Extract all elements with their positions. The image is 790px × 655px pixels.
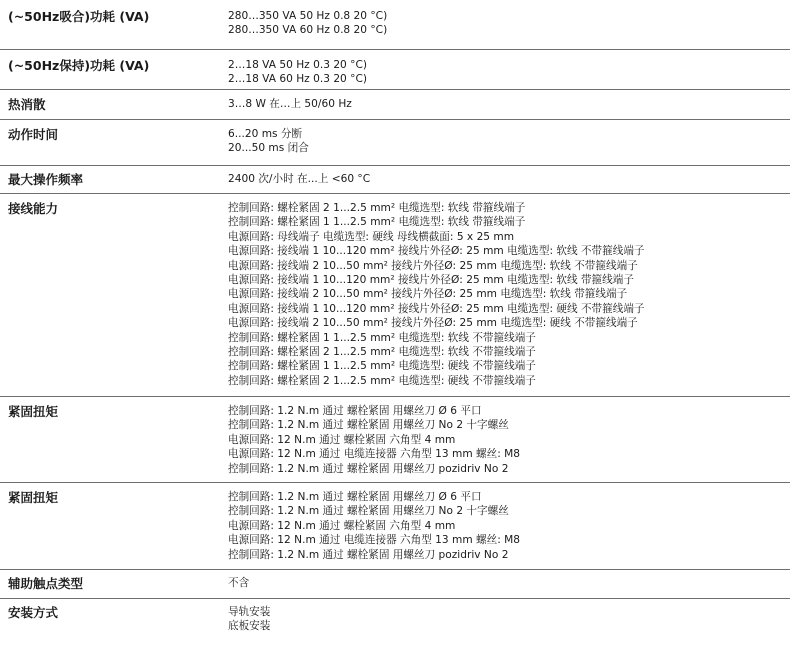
spec-row-heat-dissipation	[0, 90, 790, 120]
spec-label: 辅助触点类型	[8, 576, 84, 591]
spec-value-line: 控制回路: 螺栓紧固 2 1...2.5 mm² 电缆选型: 软线 带箍线端子	[228, 202, 526, 214]
spec-value-line: 2…18 VA 60 Hz 0.3 20 °C)	[228, 73, 367, 86]
spec-values	[228, 490, 790, 562]
spec-values	[228, 9, 790, 38]
spec-row-tightening-torque-1	[0, 397, 790, 483]
spec-label: 安装方式	[8, 605, 59, 620]
spec-value-line: 电源回路: 12 N.m 通过 电缆连接器 六角型 13 mm 螺丝: M8	[228, 534, 521, 547]
spec-value-line: 2400 次/小时 在...上 <60 °C	[228, 173, 371, 185]
spec-row-connections	[0, 194, 790, 397]
spec-value-line: 控制回路: 1.2 N.m 通过 螺栓紧固 用螺丝刀 pozidriv No 2	[228, 548, 509, 561]
spec-value-line: 不含	[228, 577, 250, 589]
spec-value-line: 底板安装	[228, 620, 271, 633]
spec-value-line: 电源回路: 12 N.m 通过 螺栓紧固 六角型 4 mm	[228, 519, 456, 532]
spec-value-line: 控制回路: 螺栓紧固 1 1...2.5 mm² 电缆选型: 软线 不带箍线端子	[228, 331, 536, 344]
spec-value-line: 6...20 ms 分断	[228, 128, 303, 140]
spec-label: (~50Hz保持)功耗 (VA)	[8, 58, 150, 73]
spec-value-line: 电源回路: 接线端 1 10...120 mm² 接线片外径Ø: 25 mm 电缆选型: 软线 带箍线端子	[228, 274, 634, 287]
spec-value-line: 电源回路: 12 N.m 通过 螺栓紧固 六角型 4 mm	[228, 433, 456, 446]
spec-label: 接线能力	[8, 201, 59, 216]
spec-row-tightening-torque-2	[0, 483, 790, 570]
spec-value-line: 控制回路: 1.2 N.m 通过 螺栓紧固 用螺丝刀 Ø 6 平口	[228, 405, 482, 417]
spec-label: 最大操作频率	[8, 172, 84, 187]
spec-label: 紧固扭矩	[8, 404, 59, 419]
spec-values	[228, 404, 790, 476]
spec-row-max-frequency	[0, 166, 790, 194]
spec-value-line: 2…18 VA 50 Hz 0.3 20 °C)	[228, 59, 367, 71]
spec-value-line: 控制回路: 螺栓紧固 2 1...2.5 mm² 电缆选型: 软线 不带箍线端子	[228, 346, 536, 359]
spec-value-line: 电源回路: 接线端 2 10...50 mm² 接线片外径Ø: 25 mm 电缆选型: 软线 不带箍线端子	[228, 259, 638, 272]
spec-label: 热消散	[8, 97, 46, 112]
spec-value-line: 控制回路: 1.2 N.m 通过 螺栓紧固 用螺丝刀 No 2 十字螺丝	[228, 505, 509, 518]
spec-value-line: 控制回路: 螺栓紧固 2 1...2.5 mm² 电缆选型: 硬线 不带箍线端子	[228, 374, 536, 387]
spec-values	[228, 58, 790, 87]
spec-values	[228, 172, 790, 186]
spec-value-line: 电源回路: 接线端 1 10...120 mm² 接线片外径Ø: 25 mm 电缆选型: 软线 不带箍线端子	[228, 245, 645, 258]
spec-row-auxiliary-contact	[0, 570, 790, 599]
spec-value-line: 电源回路: 接线端 1 10...120 mm² 接线片外径Ø: 25 mm 电缆选型: 硬线 不带箍线端子	[228, 302, 645, 315]
spec-row-mounting	[0, 599, 790, 655]
spec-row-pickup-consumption	[0, 0, 790, 50]
spec-row-hold-consumption	[0, 50, 790, 90]
spec-value-line: 控制回路: 螺栓紧固 1 1...2.5 mm² 电缆选型: 硬线 不带箍线端子	[228, 360, 536, 373]
spec-values	[228, 201, 790, 388]
spec-values	[228, 127, 790, 156]
spec-value-line: 控制回路: 1.2 N.m 通过 螺栓紧固 用螺丝刀 Ø 6 平口	[228, 491, 482, 503]
spec-value-line: 控制回路: 1.2 N.m 通过 螺栓紧固 用螺丝刀 No 2 十字螺丝	[228, 419, 509, 432]
spec-values	[228, 605, 790, 634]
spec-value-line: 电源回路: 母线端子 电缆选型: 硬线 母线横截面: 5 x 25 mm	[228, 230, 515, 243]
spec-value-line: 电源回路: 接线端 2 10...50 mm² 接线片外径Ø: 25 mm 电缆选型: 软线 带箍线端子	[228, 288, 628, 301]
spec-value-line: 280…350 VA 50 Hz 0.8 20 °C)	[228, 10, 388, 22]
spec-label: (~50Hz吸合)功耗 (VA)	[8, 9, 150, 24]
spec-values	[228, 576, 790, 590]
spec-value-line: 导轨安装	[228, 606, 271, 618]
spec-value-line: 3…8 W 在…上 50/60 Hz	[228, 98, 352, 110]
spec-value-line: 控制回路: 螺栓紧固 1 1...2.5 mm² 电缆选型: 软线 带箍线端子	[228, 216, 526, 229]
spec-row-operating-time	[0, 120, 790, 166]
spec-value-line: 电源回路: 12 N.m 通过 电缆连接器 六角型 13 mm 螺丝: M8	[228, 448, 521, 461]
spec-values	[228, 97, 790, 111]
spec-label: 动作时间	[8, 127, 59, 142]
spec-value-line: 20...50 ms 闭合	[228, 142, 309, 155]
spec-label: 紧固扭矩	[8, 490, 59, 505]
spec-value-line: 280…350 VA 60 Hz 0.8 20 °C)	[228, 24, 388, 37]
spec-value-line: 控制回路: 1.2 N.m 通过 螺栓紧固 用螺丝刀 pozidriv No 2	[228, 462, 509, 475]
spec-value-line: 电源回路: 接线端 2 10...50 mm² 接线片外径Ø: 25 mm 电缆选型: 硬线 不带箍线端子	[228, 317, 638, 330]
